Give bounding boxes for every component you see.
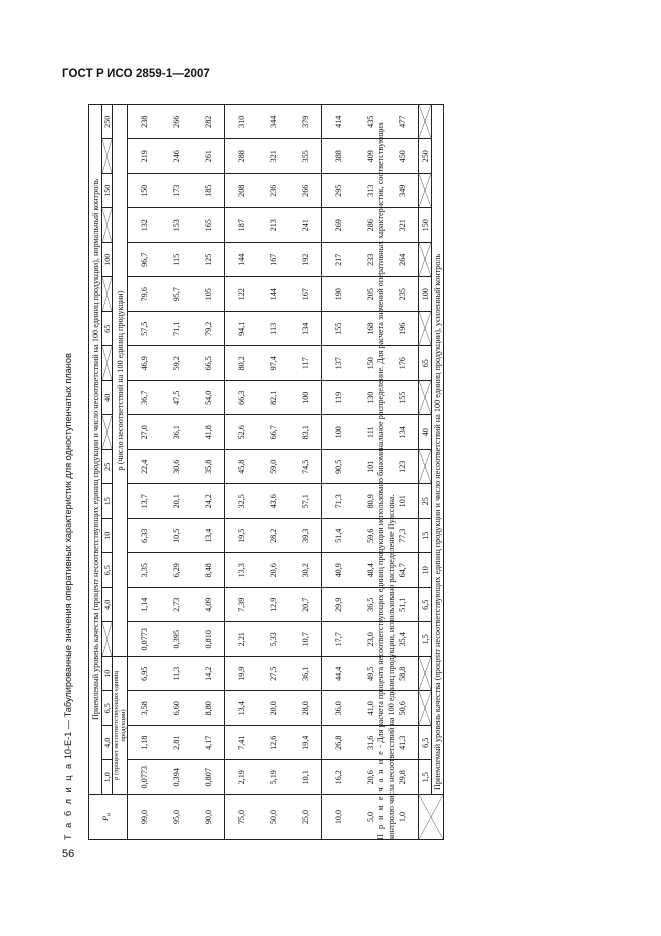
value-cell: 150 (128, 174, 161, 209)
value-cell: 187 (225, 208, 258, 243)
bottom-aql-empty-cell (419, 381, 432, 416)
value-cell: 41,8 (192, 415, 225, 450)
note-text: - Для расчета процента несоответствующих единиц продукции использовано биноминальное распределение. Для расчета значений оперативных характеристик, соответствующих контролю числа несоответствий на 100 единиц продукции, использовано распределение Пуассона. (376, 122, 396, 840)
value-cell: 83,1 (289, 415, 322, 450)
value-cell: 43,6 (257, 484, 289, 519)
value-cell: 12,6 (257, 726, 289, 761)
value-cell: 3,58 (128, 691, 161, 726)
value-cell: 190 (322, 277, 355, 312)
aql-cell: 6,5 (102, 553, 113, 588)
value-cell: 6,29 (160, 553, 192, 588)
value-cell: 134 (289, 312, 322, 347)
value-cell: 41,0 (354, 691, 386, 726)
bottom-aql-empty-cell (419, 243, 432, 278)
value-cell: 236 (257, 174, 289, 209)
value-cell: 6,95 (128, 657, 161, 692)
value-cell: 113 (257, 312, 289, 347)
value-cell: 30,2 (289, 553, 322, 588)
value-cell: 32,5 (225, 484, 258, 519)
value-cell: 105 (192, 277, 225, 312)
value-cell: 2,21 (225, 622, 258, 657)
value-cell: 4,09 (192, 588, 225, 623)
value-cell: 168 (354, 312, 386, 347)
value-cell: 51,4 (322, 519, 355, 554)
value-cell: 59,0 (257, 450, 289, 485)
aql-cell: 4,0 (102, 588, 113, 623)
value-cell: 344 (257, 105, 289, 140)
bottom-aql-cell: 25 (419, 484, 432, 519)
aql-empty-cell (102, 208, 113, 243)
value-cell: 111 (354, 415, 386, 450)
value-cell: 217 (322, 243, 355, 278)
aql-cell: 100 (102, 243, 113, 278)
value-cell: 13,3 (225, 553, 258, 588)
aql-cell: 150 (102, 174, 113, 209)
bottom-aql-empty-cell (419, 174, 432, 209)
value-cell: 196 (386, 312, 419, 347)
note-prefix: П р и м е ч а н и е (376, 749, 385, 840)
pa-value: 95,0 (160, 795, 192, 840)
bottom-aql-cell: 100 (419, 277, 432, 312)
value-cell: 57,5 (128, 312, 161, 347)
value-cell: 20,6 (257, 553, 289, 588)
value-cell: 100 (322, 415, 355, 450)
aql-cell: 40 (102, 381, 113, 416)
value-cell: 57,1 (289, 484, 322, 519)
value-cell: 17,7 (322, 622, 355, 657)
pa-value: 10,0 (322, 795, 355, 840)
value-cell: 36,1 (289, 657, 322, 692)
value-cell: 100 (289, 381, 322, 416)
value-cell: 49,5 (354, 657, 386, 692)
value-cell: 71,3 (322, 484, 355, 519)
value-cell: 97,4 (257, 346, 289, 381)
value-cell: 36,5 (354, 588, 386, 623)
value-cell: 36,0 (322, 691, 355, 726)
bottom-aql-cell: 150 (419, 208, 432, 243)
pa-value: 5,0 (354, 795, 386, 840)
value-cell: 47,5 (160, 381, 192, 416)
value-cell: 101 (386, 484, 419, 519)
value-cell: 6,60 (160, 691, 192, 726)
document-header: ГОСТ Р ИСО 2859-1—2007 (62, 68, 210, 80)
value-cell: 132 (128, 208, 161, 243)
value-cell: 19,5 (225, 519, 258, 554)
bottom-label: Приемлемый уровень качества (процент несоответствующих единиц продукции и число несоответствий на 100 единиц продукции), усиленный контроль (432, 105, 444, 795)
aql-empty-cell (102, 139, 113, 174)
value-cell: 20,6 (354, 760, 386, 795)
bottom-aql-cell: 10 (419, 553, 432, 588)
page-number: 56 (62, 848, 75, 860)
aql-cell: 25 (102, 450, 113, 485)
value-cell: 2,81 (160, 726, 192, 761)
pa-value: 1,0 (386, 795, 419, 840)
value-cell: 30,6 (160, 450, 192, 485)
aql-cell: 65 (102, 312, 113, 347)
value-cell: 66,3 (225, 381, 258, 416)
value-cell: 144 (225, 243, 258, 278)
value-cell: 205 (354, 277, 386, 312)
value-cell: 144 (257, 277, 289, 312)
aql-cell: 10 (102, 657, 113, 692)
value-cell: 450 (386, 139, 419, 174)
pa-value: 50,0 (257, 795, 289, 840)
table-row (160, 105, 192, 840)
value-cell: 77,3 (386, 519, 419, 554)
value-cell: 153 (160, 208, 192, 243)
value-cell: 4,17 (192, 726, 225, 761)
value-cell: 122 (225, 277, 258, 312)
value-cell: 48,4 (354, 553, 386, 588)
value-cell: 0,395 (160, 622, 192, 657)
value-cell: 35,4 (386, 622, 419, 657)
aql-cell: 15 (102, 484, 113, 519)
top-label: Приемлемый уровень качества (процент несоответствующих единиц продукции и число несоответствий на 100 единиц продукции), нормальный контроль (89, 105, 102, 795)
bottom-aql-cell: 6,5 (419, 588, 432, 623)
table-row (289, 105, 322, 840)
bottom-aql-cell: 65 (419, 346, 432, 381)
aql-cell: 4,0 (102, 726, 113, 761)
value-cell: 66,7 (257, 415, 289, 450)
value-cell: 28,0 (289, 691, 322, 726)
value-cell: 50,6 (386, 691, 419, 726)
value-cell: 71,1 (160, 312, 192, 347)
value-cell: 66,5 (192, 346, 225, 381)
value-cell: 238 (128, 105, 161, 140)
value-cell: 11,3 (160, 657, 192, 692)
value-cell: 13,4 (225, 691, 258, 726)
value-cell: 27,5 (257, 657, 289, 692)
value-cell: 54,0 (192, 381, 225, 416)
value-cell: 19,9 (225, 657, 258, 692)
value-cell: 46,9 (128, 346, 161, 381)
value-cell: 0,0773 (128, 760, 161, 795)
value-cell: 26,8 (322, 726, 355, 761)
value-cell: 10,5 (160, 519, 192, 554)
value-cell: 0,807 (192, 760, 225, 795)
pa-value: 99,0 (128, 795, 161, 840)
value-cell: 95,7 (160, 277, 192, 312)
value-cell: 295 (322, 174, 355, 209)
value-cell: 155 (386, 381, 419, 416)
value-cell: 79,2 (192, 312, 225, 347)
bottom-aql-empty-cell (419, 657, 432, 692)
value-cell: 5,33 (257, 622, 289, 657)
aql-empty-cell (102, 346, 113, 381)
value-cell: 20,7 (289, 588, 322, 623)
bottom-aql-cell: 1,5 (419, 760, 432, 795)
value-cell: 1,14 (128, 588, 161, 623)
value-cell: 155 (322, 312, 355, 347)
value-cell: 0,0773 (128, 622, 161, 657)
value-cell: 22,4 (128, 450, 161, 485)
value-cell: 94,1 (225, 312, 258, 347)
value-cell: 137 (322, 346, 355, 381)
value-cell: 40,9 (322, 553, 355, 588)
value-cell: 36,7 (128, 381, 161, 416)
value-cell: 64,7 (386, 553, 419, 588)
value-cell: 219 (128, 139, 161, 174)
bottom-aql-cell: 15 (419, 519, 432, 554)
pa-value: 25,0 (289, 795, 322, 840)
footer-pa-empty (419, 795, 444, 840)
value-cell: 7,41 (225, 726, 258, 761)
value-cell: 150 (354, 346, 386, 381)
table-row (192, 105, 225, 840)
value-cell: 23,0 (354, 622, 386, 657)
value-cell: 233 (354, 243, 386, 278)
value-cell: 165 (192, 208, 225, 243)
value-cell: 414 (322, 105, 355, 140)
value-cell: 29,8 (386, 760, 419, 795)
value-cell: 24,2 (192, 484, 225, 519)
aql-cell: 6,5 (102, 691, 113, 726)
value-cell: 16,2 (322, 760, 355, 795)
value-cell: 286 (354, 208, 386, 243)
value-cell: 282 (192, 105, 225, 140)
value-cell: 13,4 (192, 519, 225, 554)
value-cell: 10,1 (289, 760, 322, 795)
value-cell: 10,7 (289, 622, 322, 657)
bottom-aql-cell: 6,5 (419, 726, 432, 761)
value-cell: 176 (386, 346, 419, 381)
value-cell: 1,18 (128, 726, 161, 761)
value-cell: 29,9 (322, 588, 355, 623)
value-cell: 8,48 (192, 553, 225, 588)
value-cell: 0,810 (192, 622, 225, 657)
value-cell: 80,9 (354, 484, 386, 519)
value-cell: 14,2 (192, 657, 225, 692)
value-cell: 167 (257, 243, 289, 278)
value-cell: 192 (289, 243, 322, 278)
value-cell: 36,1 (160, 415, 192, 450)
value-cell: 266 (289, 174, 322, 209)
value-cell: 288 (225, 139, 258, 174)
value-cell: 28,2 (257, 519, 289, 554)
aql-empty-cell (102, 415, 113, 450)
value-cell: 264 (386, 243, 419, 278)
rotated-table-block (63, 104, 442, 840)
value-cell: 44,4 (322, 657, 355, 692)
value-cell: 58,8 (386, 657, 419, 692)
value-cell: 321 (257, 139, 289, 174)
value-cell: 35,8 (192, 450, 225, 485)
value-cell: 130 (354, 381, 386, 416)
aql-cell: 250 (102, 105, 113, 140)
value-cell: 12,9 (257, 588, 289, 623)
table-row (128, 105, 161, 840)
aql-cell: 10 (102, 519, 113, 554)
value-cell: 2,73 (160, 588, 192, 623)
value-cell: 31,6 (354, 726, 386, 761)
value-cell: 0,394 (160, 760, 192, 795)
value-cell: 6,33 (128, 519, 161, 554)
value-cell: 20,1 (160, 484, 192, 519)
value-cell: 7,39 (225, 588, 258, 623)
table-row (257, 105, 289, 840)
subheader-percent: p (процент несоответствующих единиц продукции) (113, 657, 128, 795)
value-cell: 82,1 (257, 381, 289, 416)
value-cell: 241 (289, 208, 322, 243)
value-cell: 208 (225, 174, 258, 209)
pa-value: 75,0 (225, 795, 258, 840)
pa-header (89, 795, 128, 840)
value-cell: 74,5 (289, 450, 322, 485)
value-cell: 8,80 (192, 691, 225, 726)
value-cell: 321 (386, 208, 419, 243)
value-cell: 80,2 (225, 346, 258, 381)
value-cell: 5,19 (257, 760, 289, 795)
pa-value: 90,0 (192, 795, 225, 840)
value-cell: 117 (289, 346, 322, 381)
caption-text: 10-E-1 — Табулированные значения оперативных характеристик для одноступенчатых планов (63, 353, 73, 762)
value-cell: 19,4 (289, 726, 322, 761)
value-cell: 435 (354, 105, 386, 140)
value-cell: 79,6 (128, 277, 161, 312)
bottom-aql-cell: 1,5 (419, 622, 432, 657)
value-cell: 477 (386, 105, 419, 140)
value-cell: 59,6 (354, 519, 386, 554)
aql-empty-cell (102, 277, 113, 312)
value-cell: 173 (160, 174, 192, 209)
value-cell: 134 (386, 415, 419, 450)
table-row (322, 105, 355, 840)
bottom-aql-cell: 40 (419, 415, 432, 450)
value-cell: 27,0 (128, 415, 161, 450)
value-cell: 261 (192, 139, 225, 174)
value-cell: 39,3 (289, 519, 322, 554)
value-cell: 388 (322, 139, 355, 174)
value-cell: 2,19 (225, 760, 258, 795)
subheader-per100: p (число несоответствий на 100 единиц продукции) (113, 105, 128, 657)
value-cell: 269 (322, 208, 355, 243)
value-cell: 355 (289, 139, 322, 174)
value-cell: 235 (386, 277, 419, 312)
bottom-aql-empty-cell (419, 691, 432, 726)
value-cell: 409 (354, 139, 386, 174)
aql-empty-cell (102, 622, 113, 657)
value-cell: 96,7 (128, 243, 161, 278)
table-row (225, 105, 258, 840)
value-cell: 20,0 (257, 691, 289, 726)
value-cell: 185 (192, 174, 225, 209)
value-cell: 266 (160, 105, 192, 140)
value-cell: 213 (257, 208, 289, 243)
value-cell: 123 (386, 450, 419, 485)
value-cell: 119 (322, 381, 355, 416)
aql-cell: 1,0 (102, 760, 113, 795)
bottom-aql-empty-cell (419, 105, 432, 140)
value-cell: 52,6 (225, 415, 258, 450)
value-cell: 45,8 (225, 450, 258, 485)
value-cell: 13,7 (128, 484, 161, 519)
value-cell: 167 (289, 277, 322, 312)
value-cell: 125 (192, 243, 225, 278)
value-cell: 379 (289, 105, 322, 140)
table-caption (63, 104, 73, 840)
bottom-aql-empty-cell (419, 450, 432, 485)
value-cell: 51,1 (386, 588, 419, 623)
value-cell: 101 (354, 450, 386, 485)
value-cell: 349 (386, 174, 419, 209)
value-cell: 313 (354, 174, 386, 209)
value-cell: 246 (160, 139, 192, 174)
value-cell: 115 (160, 243, 192, 278)
table-note (375, 110, 397, 840)
value-cell: 41,3 (386, 726, 419, 761)
caption-prefix: Т а б л и ц а (63, 761, 73, 840)
value-cell: 90,5 (322, 450, 355, 485)
bottom-aql-cell: 250 (419, 139, 432, 174)
pa-label: $P_a$ (101, 813, 113, 822)
value-cell: 3,35 (128, 553, 161, 588)
value-cell: 310 (225, 105, 258, 140)
bottom-aql-empty-cell (419, 312, 432, 347)
value-cell: 59,2 (160, 346, 192, 381)
